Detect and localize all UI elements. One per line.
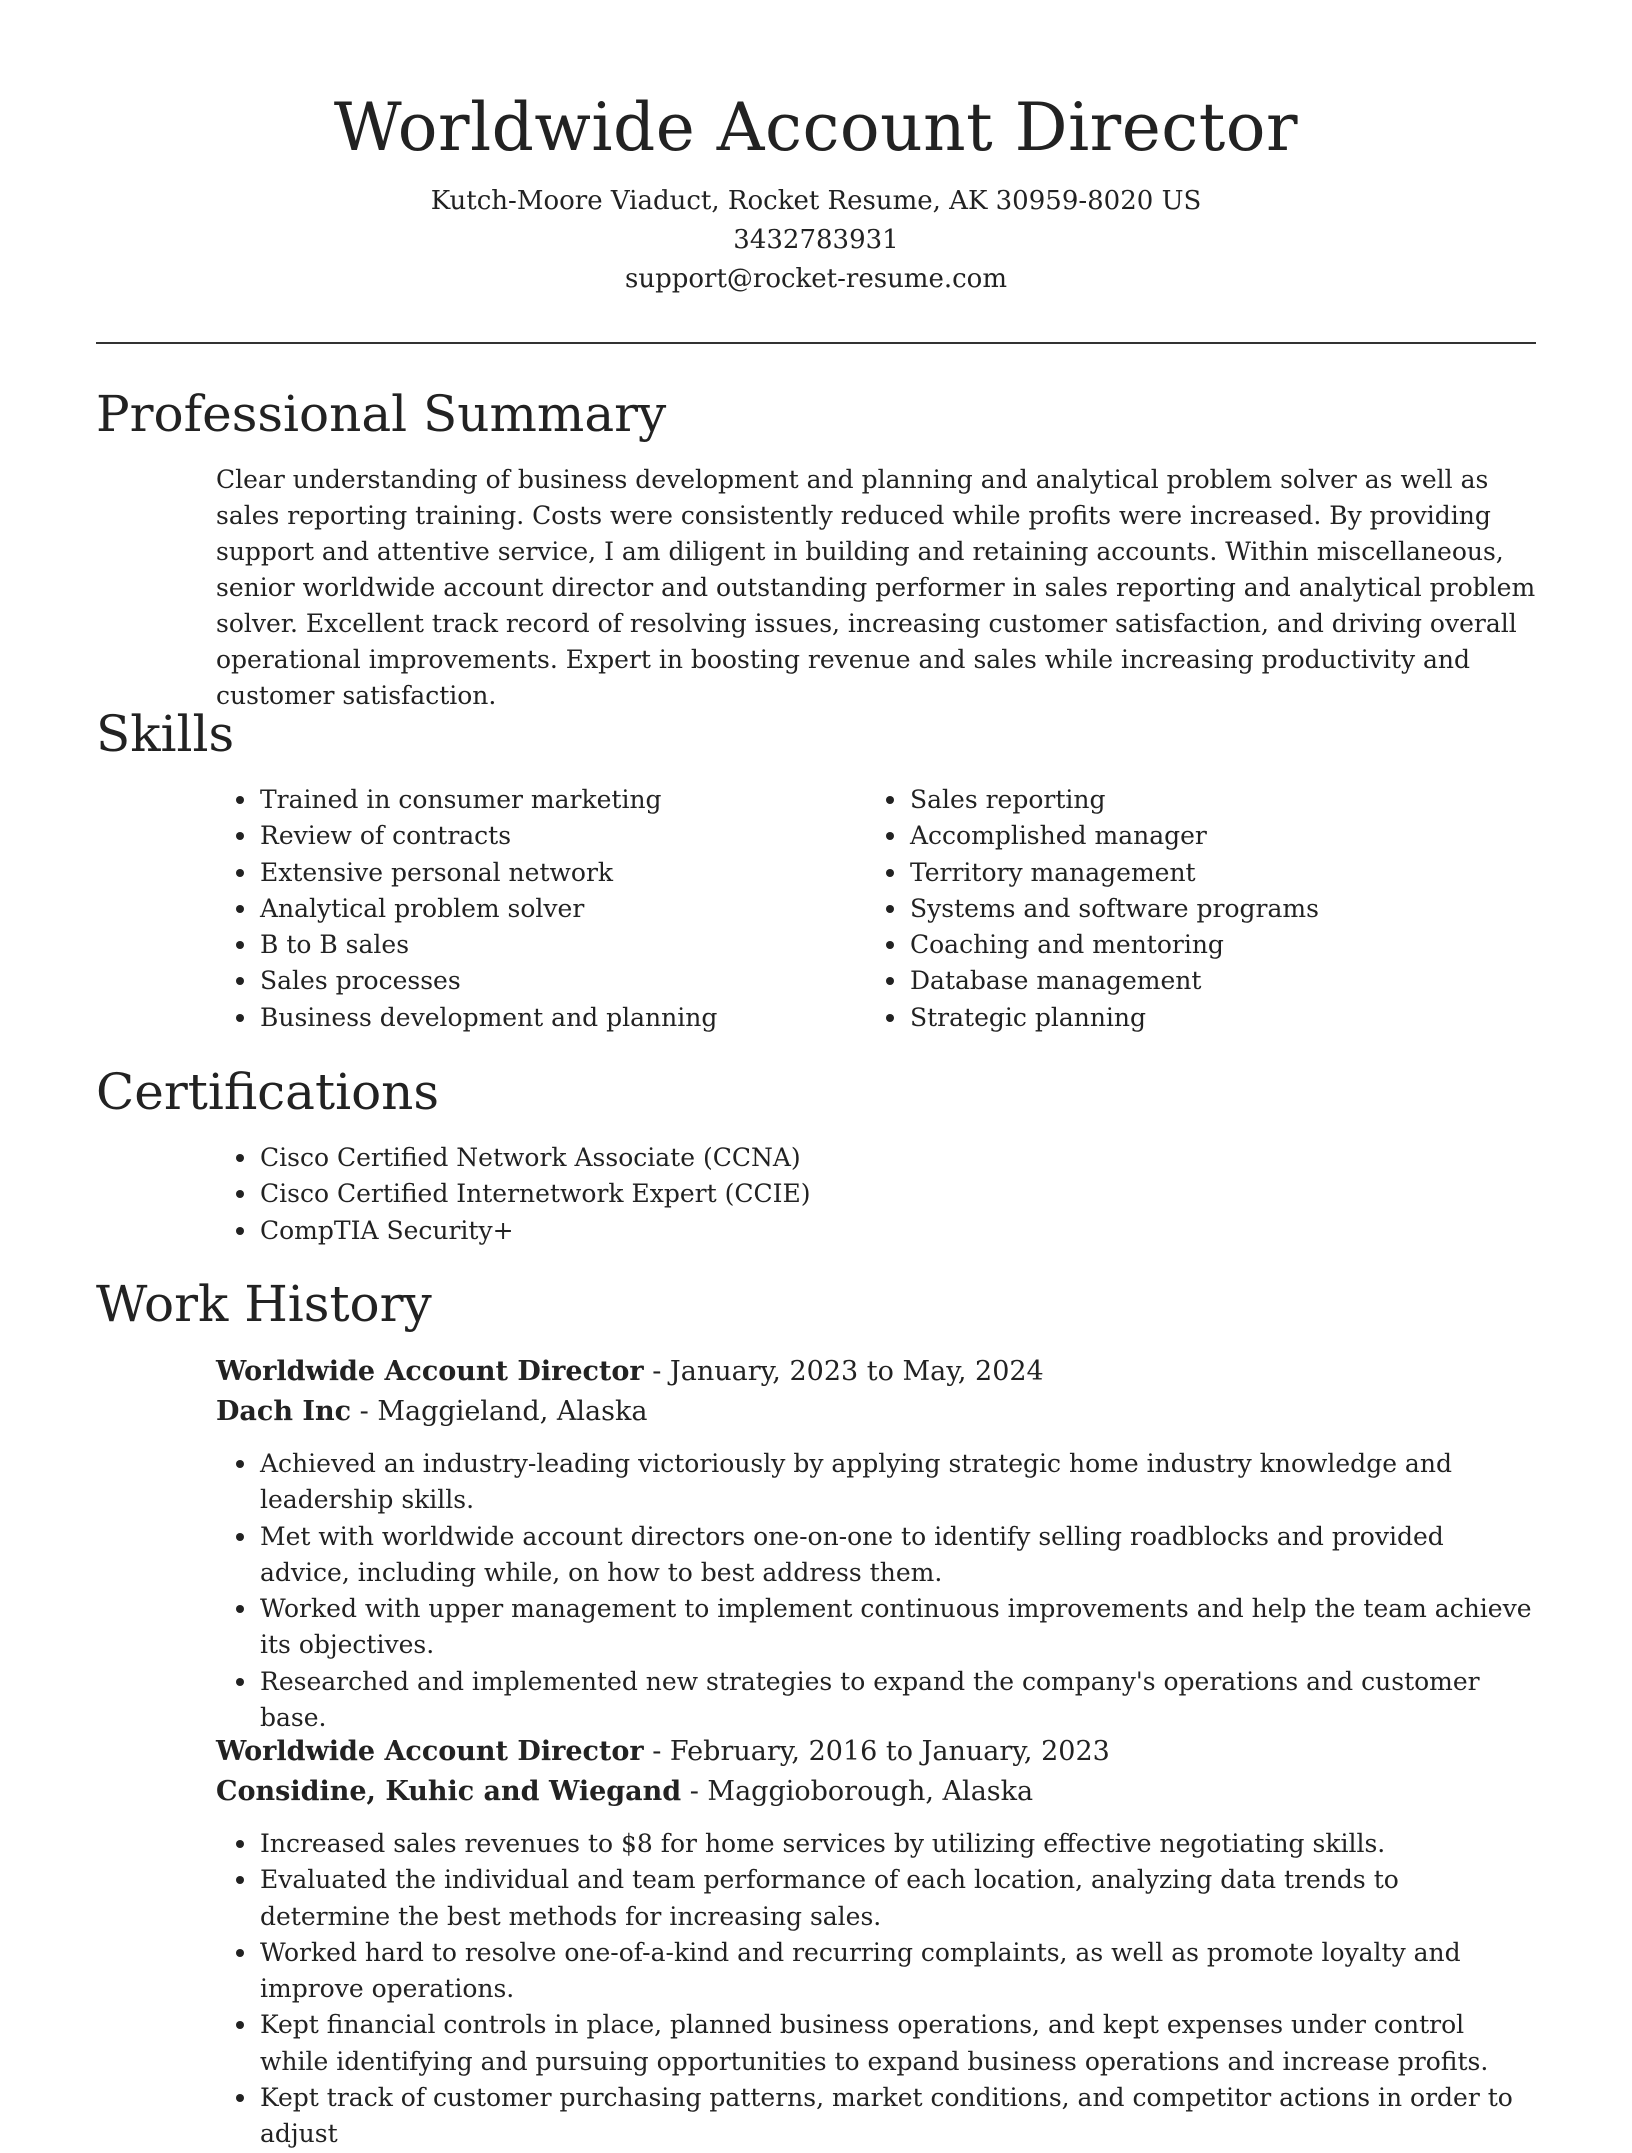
bullet-icon <box>236 1840 244 1848</box>
bullet-icon <box>886 869 894 877</box>
work-history-heading: Work History <box>96 1275 432 1333</box>
certifications-list <box>216 1140 1536 1249</box>
resume-header <box>0 0 1632 299</box>
bullet-icon <box>236 832 244 840</box>
job-company-line <box>216 1772 1536 1812</box>
header-divider <box>96 342 1536 344</box>
skill-item: Database management <box>866 963 1536 999</box>
skill-item: Business development and planning <box>216 1000 866 1036</box>
candidate-name: Worldwide Account Director <box>333 89 1299 166</box>
certification-item: Cisco Certified Internetwork Expert (CCIE) <box>216 1176 1536 1212</box>
certification-item: CompTIA Security+ <box>216 1213 1536 1249</box>
skill-item: B to B sales <box>216 927 866 963</box>
job-bullet: Researched and implemented new strategies to expand the company's operations and customer base. <box>216 1664 1536 1737</box>
skill-item: Extensive personal network <box>216 855 866 891</box>
job-company: Considine, Kuhic and Wiegand <box>216 1776 682 1807</box>
certifications-heading: Certifications <box>96 1063 440 1121</box>
skill-item: Territory management <box>866 855 1536 891</box>
job-role: Worldwide Account Director <box>216 1356 644 1387</box>
bullet-icon <box>236 905 244 913</box>
job-location: - Maggieland, Alaska <box>351 1396 648 1427</box>
bullet-icon <box>236 1460 244 1468</box>
skill-item: Strategic planning <box>866 1000 1536 1036</box>
job-bullet: Kept financial controls in place, planned business operations, and kept expenses under control while identifying and pursuing opportunities to expand business operations and increase profits. <box>216 2007 1536 2080</box>
bullet-icon <box>886 941 894 949</box>
certification-item: Cisco Certified Network Associate (CCNA) <box>216 1140 1536 1176</box>
bullet-icon <box>236 977 244 985</box>
summary-text: Clear understanding of business development and planning and analytical problem solver as well as sales reporting training. Costs were consistently reduced while profits were increased. By providing support and attentive service, I am diligent in building and retaining accounts. Within miscellaneous, senior worldwide account director and outstanding performer in sales reporting and analytical problem solver. Excellent track record of resolving issues, increasing customer satisfaction, and driving overall operational improvements. Expert in boosting revenue and sales while increasing productivity and customer satisfaction. <box>216 465 1536 710</box>
job-bullets <box>216 1446 1536 1736</box>
skill-item: Sales processes <box>216 963 866 999</box>
skills-heading: Skills <box>96 705 235 763</box>
job-bullet: Worked hard to resolve one-of-a-kind and recurring complaints, as well as promote loyalty and improve operations. <box>216 1935 1536 2008</box>
job-company: Dach Inc <box>216 1396 352 1427</box>
job-bullet: Met with worldwide account directors one-on-one to identify selling roadblocks and provided advice, including while, on how to best address them. <box>216 1519 1536 1592</box>
bullet-icon <box>236 796 244 804</box>
skill-item: Accomplished manager <box>866 818 1536 854</box>
job-dates: - January, 2023 to May, 2024 <box>643 1356 1044 1387</box>
bullet-icon <box>236 2094 244 2102</box>
job-bullet: Worked with upper management to implement continuous improvements and help the team achieve its objectives. <box>216 1591 1536 1664</box>
skill-item: Review of contracts <box>216 818 866 854</box>
bullet-icon <box>236 1014 244 1022</box>
skill-item: Trained in consumer marketing <box>216 782 866 818</box>
job-title-line <box>216 1352 1536 1392</box>
job-bullet: Evaluated the individual and team performance of each location, analyzing data trends to determine the best methods for increasing sales. <box>216 1862 1536 1935</box>
phone: 3432783931 <box>733 225 899 255</box>
contact-info <box>0 182 1632 299</box>
job-role: Worldwide Account Director <box>216 1736 644 1767</box>
bullet-icon <box>236 1190 244 1198</box>
skill-item: Analytical problem solver <box>216 891 866 927</box>
bullet-icon <box>236 1533 244 1541</box>
skills-right-column <box>866 782 1536 1036</box>
bullet-icon <box>236 1678 244 1686</box>
bullet-icon <box>236 1605 244 1613</box>
email: support@rocket-resume.com <box>624 264 1007 294</box>
bullet-icon <box>236 1949 244 1957</box>
bullet-icon <box>236 1154 244 1162</box>
bullet-icon <box>236 2021 244 2029</box>
bullet-icon <box>886 796 894 804</box>
bullet-icon <box>236 1227 244 1235</box>
skill-item: Systems and software programs <box>866 891 1536 927</box>
bullet-icon <box>886 1014 894 1022</box>
summary-heading: Professional Summary <box>96 385 667 443</box>
bullet-icon <box>236 1876 244 1884</box>
address: Kutch-Moore Viaduct, Rocket Resume, AK 30959-8020 US <box>430 186 1202 216</box>
job-bullet: Increased sales revenues to $8 for home services by utilizing effective negotiating skills. <box>216 1826 1536 1862</box>
job-company-line <box>216 1392 1536 1432</box>
skills-left-column <box>216 782 866 1036</box>
job-title-line <box>216 1732 1536 1772</box>
skill-item: Sales reporting <box>866 782 1536 818</box>
bullet-icon <box>236 941 244 949</box>
skill-item: Coaching and mentoring <box>866 927 1536 963</box>
job-bullets <box>216 1826 1536 2153</box>
bullet-icon <box>886 905 894 913</box>
job-bullet: Achieved an industry-leading victoriously by applying strategic home industry knowledge and leadership skills. <box>216 1446 1536 1519</box>
bullet-icon <box>236 869 244 877</box>
job-bullet: Kept track of customer purchasing patterns, market conditions, and competitor actions in order to adjust <box>216 2080 1536 2153</box>
job-dates: - February, 2016 to January, 2023 <box>643 1736 1110 1767</box>
bullet-icon <box>886 832 894 840</box>
bullet-icon <box>886 977 894 985</box>
job-location: - Maggioborough, Alaska <box>681 1776 1034 1807</box>
